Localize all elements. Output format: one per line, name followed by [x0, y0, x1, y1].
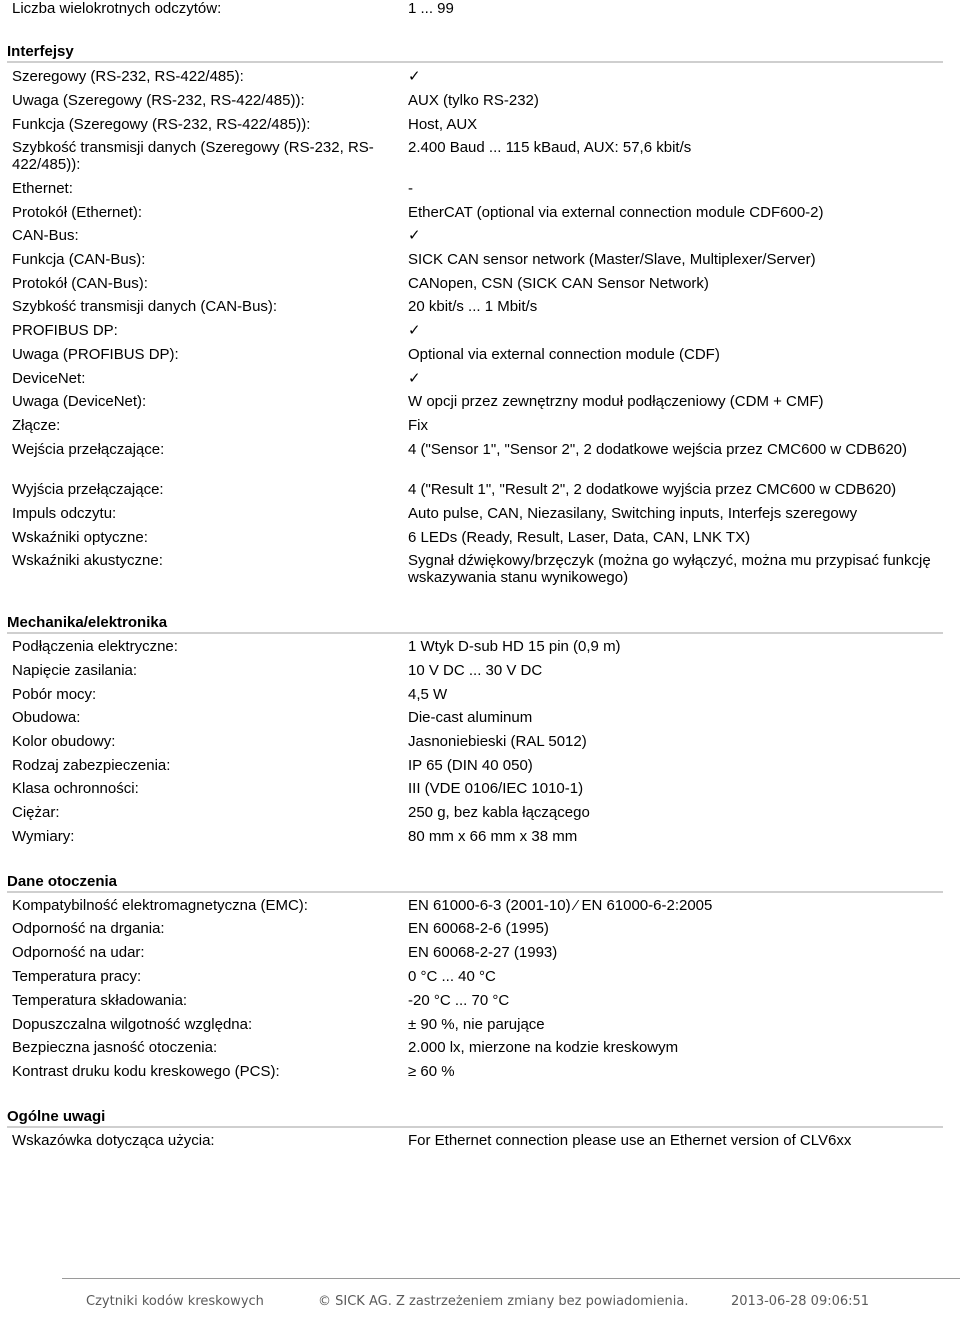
section-title-interfaces: Interfejsy	[7, 43, 74, 60]
spec-value: SICK CAN sensor network (Master/Slave, Multiplexer/Server)	[408, 251, 816, 268]
spec-label: Złącze:	[12, 417, 61, 434]
spec-label: Protokół (Ethernet):	[12, 204, 143, 221]
spec-value: Sygnał dźwiękowy/brzęczyk (można go wyłączyć, można mu przypisać funkcję wskazywania stanu wynikowego)	[408, 552, 931, 586]
spec-value: 0 °C ... 40 °C	[408, 968, 496, 985]
spec-label: Kolor obudowy:	[12, 733, 116, 750]
spec-value: -	[408, 180, 413, 197]
spec-value: EN 60068-2-6 (1995)	[408, 920, 549, 937]
spec-label: Pobór mocy:	[12, 686, 97, 703]
spec-value: 1 Wtyk D-sub HD 15 pin (0,9 m)	[408, 638, 621, 655]
spec-value: 2.000 lx, mierzone na kodzie kreskowym	[408, 1039, 679, 1056]
section-title-environment: Dane otoczenia	[7, 873, 118, 890]
spec-label: Napięcie zasilania:	[12, 662, 138, 679]
spec-label: Klasa ochronności:	[12, 780, 139, 797]
spec-label: Wymiary:	[12, 828, 75, 845]
spec-value: Die-cast aluminum	[408, 709, 533, 726]
spec-label: Podłączenia elektryczne:	[12, 638, 178, 655]
spec-label: Wejścia przełączające:	[12, 441, 165, 458]
spec-value: Jasnoniebieski (RAL 5012)	[408, 733, 587, 750]
spec-label: Wskazówka dotycząca użycia:	[12, 1132, 215, 1149]
spec-value: EtherCAT (optional via external connection module CDF600-2)	[408, 204, 824, 221]
spec-label: Ethernet:	[12, 180, 73, 197]
spec-value: Auto pulse, CAN, Niezasilany, Switching inputs, Interfejs szeregowy	[408, 505, 858, 522]
spec-label: Odporność na udar:	[12, 944, 145, 961]
spec-label: Temperatura składowania:	[12, 992, 188, 1009]
spec-value: 20 kbit/s ... 1 Mbit/s	[408, 298, 538, 315]
spec-value: IP 65 (DIN 40 050)	[408, 757, 533, 774]
spec-label: Funkcja (CAN-Bus):	[12, 251, 146, 268]
check-icon: ✓	[408, 321, 421, 339]
footer-product-category: Czytniki kodów kreskowych	[86, 1294, 264, 1309]
spec-value: 250 g, bez kabla łączącego	[408, 804, 590, 821]
spec-label: Dopuszczalna wilgotność względna:	[12, 1016, 253, 1033]
spec-value: 1 ... 99	[408, 0, 454, 17]
spec-label: Szybkość transmisji danych (Szeregowy (RS-232, RS-422/485)):	[12, 139, 374, 173]
spec-value: 6 LEDs (Ready, Result, Laser, Data, CAN, LNK TX)	[408, 529, 751, 546]
spec-value: Fix	[408, 417, 428, 434]
spec-label: Uwaga (Szeregowy (RS-232, RS-422/485)):	[12, 92, 305, 109]
spec-label: Wskaźniki akustyczne:	[12, 552, 163, 569]
section-title-general: Ogólne uwagi	[7, 1108, 106, 1125]
spec-value: III (VDE 0106/IEC 1010-1)	[408, 780, 584, 797]
spec-value: ± 90 %, nie parujące	[408, 1016, 545, 1033]
spec-label: Kontrast druku kodu kreskowego (PCS):	[12, 1063, 280, 1080]
spec-label: Impuls odczytu:	[12, 505, 117, 522]
spec-value: -20 °C ... 70 °C	[408, 992, 510, 1009]
footer-copyright: © SICK AG. Z zastrzeżeniem zmiany bez powiadomienia.	[318, 1294, 689, 1309]
spec-label: Uwaga (PROFIBUS DP):	[12, 346, 179, 363]
spec-label: CAN-Bus:	[12, 227, 79, 244]
check-icon: ✓	[408, 369, 421, 387]
spec-label: Rodzaj zabezpieczenia:	[12, 757, 171, 774]
footer-divider	[62, 1278, 960, 1279]
spec-label: Protokół (CAN-Bus):	[12, 275, 148, 292]
spec-value: 4 ("Result 1", "Result 2", 2 dodatkowe wyjścia przez CMC600 w CDB620)	[408, 481, 897, 498]
spec-label: Obudowa:	[12, 709, 81, 726]
section-title-mechanics: Mechanika/elektronika	[7, 614, 168, 631]
spec-value: 4 ("Sensor 1", "Sensor 2", 2 dodatkowe wejścia przez CMC600 w CDB620)	[408, 441, 908, 458]
spec-label: Odporność na drgania:	[12, 920, 165, 937]
spec-label: Bezpieczna jasność otoczenia:	[12, 1039, 218, 1056]
spec-value: EN 60068-2-27 (1993)	[408, 944, 558, 961]
spec-value: 2.400 Baud ... 115 kBaud, AUX: 57,6 kbit/s	[408, 139, 692, 156]
spec-value: ≥ 60 %	[408, 1063, 455, 1080]
section-divider	[7, 891, 943, 893]
spec-value: CANopen, CSN (SICK CAN Sensor Network)	[408, 275, 709, 292]
spec-value: 80 mm x 66 mm x 38 mm	[408, 828, 578, 845]
check-icon: ✓	[408, 67, 421, 85]
spec-value: W opcji przez zewnętrzny moduł podłączeniowy (CDM + CMF)	[408, 393, 824, 410]
spec-value: 4,5 W	[408, 686, 448, 703]
spec-label: Kompatybilność elektromagnetyczna (EMC):	[12, 897, 308, 914]
section-divider	[7, 61, 943, 63]
spec-value: For Ethernet connection please use an Ethernet version of CLV6xx	[408, 1132, 852, 1149]
section-divider	[7, 632, 943, 634]
spec-value: 10 V DC ... 30 V DC	[408, 662, 543, 679]
spec-value: Host, AUX	[408, 116, 478, 133]
spec-value: EN 61000-6-3 (2001-10) ⁄ EN 61000-6-2:2005	[408, 897, 713, 914]
check-icon: ✓	[408, 226, 421, 244]
spec-value: Optional via external connection module (CDF)	[408, 346, 720, 363]
spec-label: Wskaźniki optyczne:	[12, 529, 148, 546]
spec-label: Uwaga (DeviceNet):	[12, 393, 147, 410]
spec-label: Wyjścia przełączające:	[12, 481, 164, 498]
section-divider	[7, 1126, 943, 1128]
spec-label: Liczba wielokrotnych odczytów:	[12, 0, 222, 17]
spec-label: PROFIBUS DP:	[12, 322, 118, 339]
spec-label: Szybkość transmisji danych (CAN-Bus):	[12, 298, 278, 315]
spec-label: DeviceNet:	[12, 370, 86, 387]
spec-label: Szeregowy (RS-232, RS-422/485):	[12, 68, 244, 85]
spec-label: Ciężar:	[12, 804, 60, 821]
spec-label: Temperatura pracy:	[12, 968, 142, 985]
footer-timestamp: 2013-06-28 09:06:51	[731, 1294, 870, 1309]
spec-label: Funkcja (Szeregowy (RS-232, RS-422/485)):	[12, 116, 311, 133]
spec-value: AUX (tylko RS-232)	[408, 92, 539, 109]
